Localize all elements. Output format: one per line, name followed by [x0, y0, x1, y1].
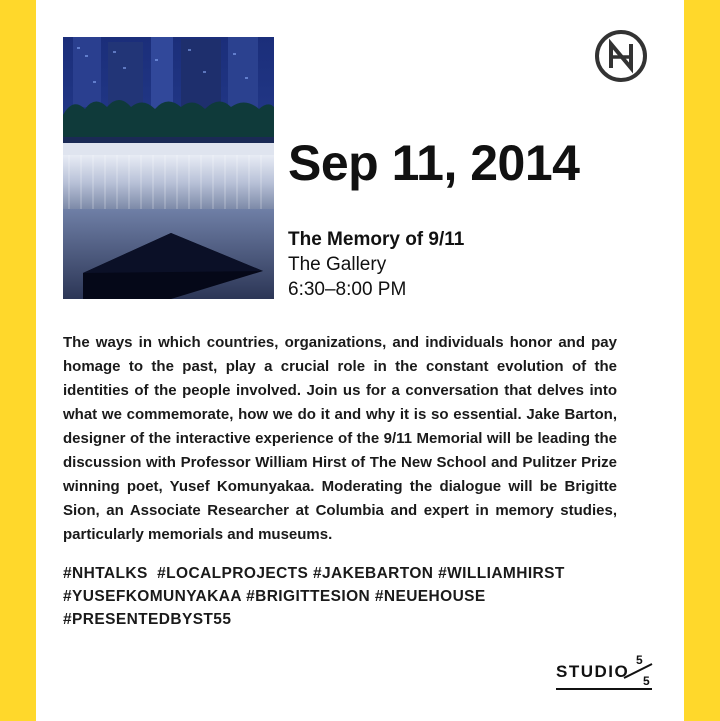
event-time: 6:30–8:00 PM	[288, 279, 407, 300]
memorial-photo	[63, 37, 274, 299]
event-description: The ways in which countries, organizations, and individuals honor and pay homage to the past, play a crucial role in the constant evolution of the identities of the people involved. Join us for a conversation that delves into what we commemorate, how we do it and why it is so essential. Jake Barton, designer of the interactive experience of the 9/11 Memorial will be leading the discussion with Professor William Hirst of The New School and Pulitzer Prize winning poet, Yusef Komunyakaa. Moderating the dialogue will be Brigitte Sion, an Associate Researcher at Columbia and expert in memory studies, particularly memorials and museums.	[63, 334, 617, 543]
studio-underline	[556, 688, 652, 690]
event-venue: The Gallery	[288, 254, 387, 275]
studio-top-digit: 5	[636, 653, 643, 667]
studio-55-logo	[556, 650, 656, 696]
event-title: The Memory of 9/11	[288, 229, 465, 250]
hashtag: #YUSEFKOMUNYAKAA	[63, 588, 242, 605]
hashtag: #JAKEBARTON	[313, 565, 434, 582]
hashtag: #NEUEHOUSE	[374, 588, 486, 605]
hashtag: #WILLIAMHIRST	[438, 565, 565, 582]
event-date: Sep 11, 2014	[288, 135, 580, 191]
neuehouse-logo	[590, 30, 652, 82]
hashtag: #PRESENTEDBYST55	[63, 611, 232, 628]
left-yellow-stripe	[0, 0, 36, 721]
studio-bottom-digit: 5	[643, 674, 650, 688]
event-details	[288, 227, 464, 302]
studio-word: STUDIO	[556, 662, 630, 681]
hashtags	[63, 562, 623, 631]
right-yellow-stripe	[684, 0, 720, 721]
hashtag: #NHTALKS	[63, 565, 148, 582]
hashtag: #LOCALPROJECTS	[157, 565, 309, 582]
hashtag: #BRIGITTESION	[246, 588, 371, 605]
